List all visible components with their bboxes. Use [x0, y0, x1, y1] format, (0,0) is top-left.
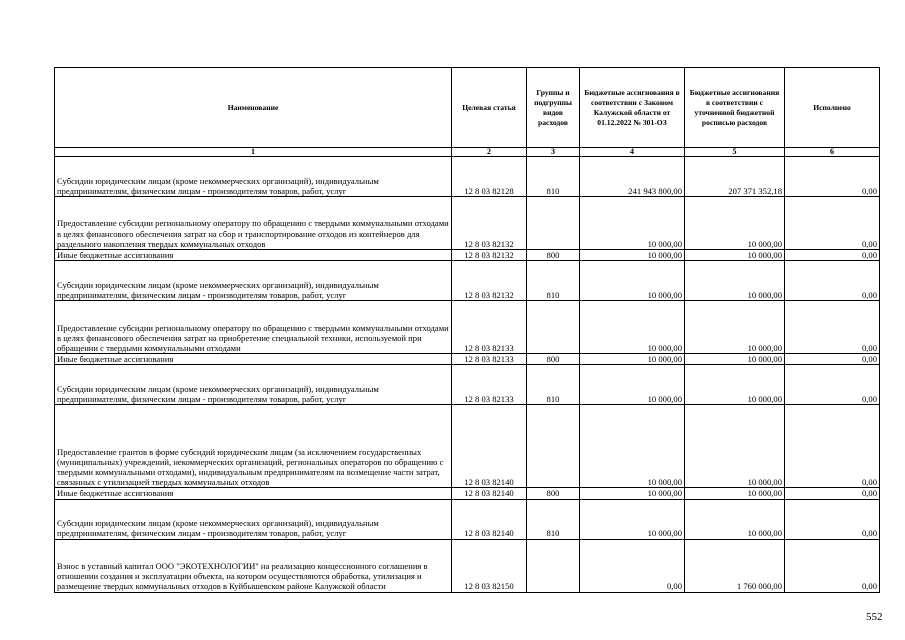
row-refined-amount: 207 371 352,18: [685, 157, 785, 197]
row-law-amount: 10 000,00: [580, 499, 685, 539]
row-group: [527, 197, 580, 250]
row-law-amount: 10 000,00: [580, 197, 685, 250]
header-group: Группы и подгруппы видов расходов: [527, 68, 580, 148]
row-name: Субсидии юридическим лицам (кроме некоммерческих организаций), индивидуальным предпринимателям, физическим лицам - производителям товаров, работ, услуг: [55, 157, 452, 197]
row-executed-amount: 0,00: [785, 261, 880, 301]
table-row: [55, 499, 880, 539]
row-group: [527, 405, 580, 488]
header-executed: Исполнено: [785, 68, 880, 148]
row-executed-amount: 0,00: [785, 354, 880, 365]
table-row: [55, 365, 880, 405]
row-refined-amount: 10 000,00: [685, 197, 785, 250]
row-group: [527, 539, 580, 592]
header-law-allocations: Бюджетные ассигнования в соответствии с Законом Калужской области от 01.12.2022 № 301-ОЗ: [580, 68, 685, 148]
row-refined-amount: 10 000,00: [685, 365, 785, 405]
row-law-amount: 10 000,00: [580, 250, 685, 261]
header-target-article: Целевая статья: [452, 68, 527, 148]
row-group: 800: [527, 488, 580, 499]
row-refined-amount: 10 000,00: [685, 488, 785, 499]
row-name: Взнос в уставный капитал ООО "ЭКОТЕХНОЛОГИИ" на реализацию концессионного соглашения в отношении создания и эксплуатации объекта, на котором осуществляются обработка, утилизация и размещение твердых коммунальных отходов в Куйбышевском районе Калужской области: [55, 539, 452, 592]
row-name: Иные бюджетные ассигнования: [55, 250, 452, 261]
row-executed-amount: 0,00: [785, 250, 880, 261]
row-law-amount: 10 000,00: [580, 261, 685, 301]
row-target-article: 12 8 03 82150: [452, 539, 527, 592]
row-group: 800: [527, 250, 580, 261]
row-law-amount: 10 000,00: [580, 488, 685, 499]
table-row: [55, 488, 880, 499]
column-number-row: [55, 148, 880, 157]
row-group: 810: [527, 499, 580, 539]
row-group: 810: [527, 365, 580, 405]
row-law-amount: 0,00: [580, 539, 685, 592]
row-target-article: 12 8 03 82132: [452, 261, 527, 301]
row-group: 800: [527, 354, 580, 365]
row-name: Иные бюджетные ассигнования: [55, 488, 452, 499]
row-name: Субсидии юридическим лицам (кроме некоммерческих организаций), индивидуальным предпринимателям, физическим лицам - производителям товаров, работ, услуг: [55, 365, 452, 405]
row-law-amount: 241 943 800,00: [580, 157, 685, 197]
table-row: [55, 301, 880, 354]
row-name: Иные бюджетные ассигнования: [55, 354, 452, 365]
column-number: 4: [580, 148, 685, 157]
row-refined-amount: 1 760 000,00: [685, 539, 785, 592]
row-executed-amount: 0,00: [785, 499, 880, 539]
table-row: [55, 157, 880, 197]
row-group: [527, 301, 580, 354]
row-target-article: 12 8 03 82133: [452, 365, 527, 405]
column-number: 3: [527, 148, 580, 157]
row-refined-amount: 10 000,00: [685, 405, 785, 488]
row-refined-amount: 10 000,00: [685, 499, 785, 539]
row-executed-amount: 0,00: [785, 197, 880, 250]
row-target-article: 12 8 03 82133: [452, 354, 527, 365]
row-group: 810: [527, 261, 580, 301]
row-law-amount: 10 000,00: [580, 405, 685, 488]
column-number: 6: [785, 148, 880, 157]
header-row: [55, 68, 880, 148]
column-number: 2: [452, 148, 527, 157]
row-executed-amount: 0,00: [785, 365, 880, 405]
row-refined-amount: 10 000,00: [685, 301, 785, 354]
row-name: Предоставление субсидии региональному оператору по обращению с твердыми коммунальными отходами в целях финансового обеспечения затрат на сбор и транспортирование отходов из контейнеров для раздельного накопления твердых коммунальных отходов: [55, 197, 452, 250]
row-name: Предоставление субсидии региональному оператору по обращению с твердыми коммунальными отходами в целях финансового обеспечения затрат на приобретение специальной техники, используемой при обращении с твердыми коммунальными отходами: [55, 301, 452, 354]
row-name: Субсидии юридическим лицам (кроме некоммерческих организаций), индивидуальным предпринимателям, физическим лицам - производителям товаров, работ, услуг: [55, 499, 452, 539]
row-target-article: 12 8 03 82128: [452, 157, 527, 197]
row-target-article: 12 8 03 82140: [452, 488, 527, 499]
row-refined-amount: 10 000,00: [685, 250, 785, 261]
row-target-article: 12 8 03 82140: [452, 405, 527, 488]
row-refined-amount: 10 000,00: [685, 261, 785, 301]
table-row: [55, 197, 880, 250]
row-executed-amount: 0,00: [785, 301, 880, 354]
row-target-article: 12 8 03 82133: [452, 301, 527, 354]
row-target-article: 12 8 03 82140: [452, 499, 527, 539]
row-name: Предоставление грантов в форме субсидий юридическим лицам (за исключением государственных (муниципальных) учреждений, некоммерческих организаций, региональных операторов по обращению с твердыми коммунальными отходами), индивидуальным предпринимателям на возмещение части затрат, связанных с утилизацией твердых коммунальных отходов: [55, 405, 452, 488]
row-executed-amount: 0,00: [785, 488, 880, 499]
row-law-amount: 10 000,00: [580, 301, 685, 354]
column-number: 5: [685, 148, 785, 157]
table-row: [55, 539, 880, 592]
budget-table: [54, 67, 880, 593]
row-executed-amount: 0,00: [785, 405, 880, 488]
row-target-article: 12 8 03 82132: [452, 197, 527, 250]
row-group: 810: [527, 157, 580, 197]
column-number: 1: [55, 148, 452, 157]
header-refined-allocations: Бюджетные ассигнования в соответствии с уточненной бюджетной росписью расходов: [685, 68, 785, 148]
table-row: [55, 354, 880, 365]
row-target-article: 12 8 03 82132: [452, 250, 527, 261]
row-executed-amount: 0,00: [785, 539, 880, 592]
header-name: Наименование: [55, 68, 452, 148]
row-refined-amount: 10 000,00: [685, 354, 785, 365]
table-row: [55, 405, 880, 488]
row-law-amount: 10 000,00: [580, 354, 685, 365]
row-executed-amount: 0,00: [785, 157, 880, 197]
table-row: [55, 250, 880, 261]
page-number: 552: [866, 611, 883, 623]
row-law-amount: 10 000,00: [580, 365, 685, 405]
table-row: [55, 261, 880, 301]
row-name: Субсидии юридическим лицам (кроме некоммерческих организаций), индивидуальным предпринимателям, физическим лицам - производителям товаров, работ, услуг: [55, 261, 452, 301]
